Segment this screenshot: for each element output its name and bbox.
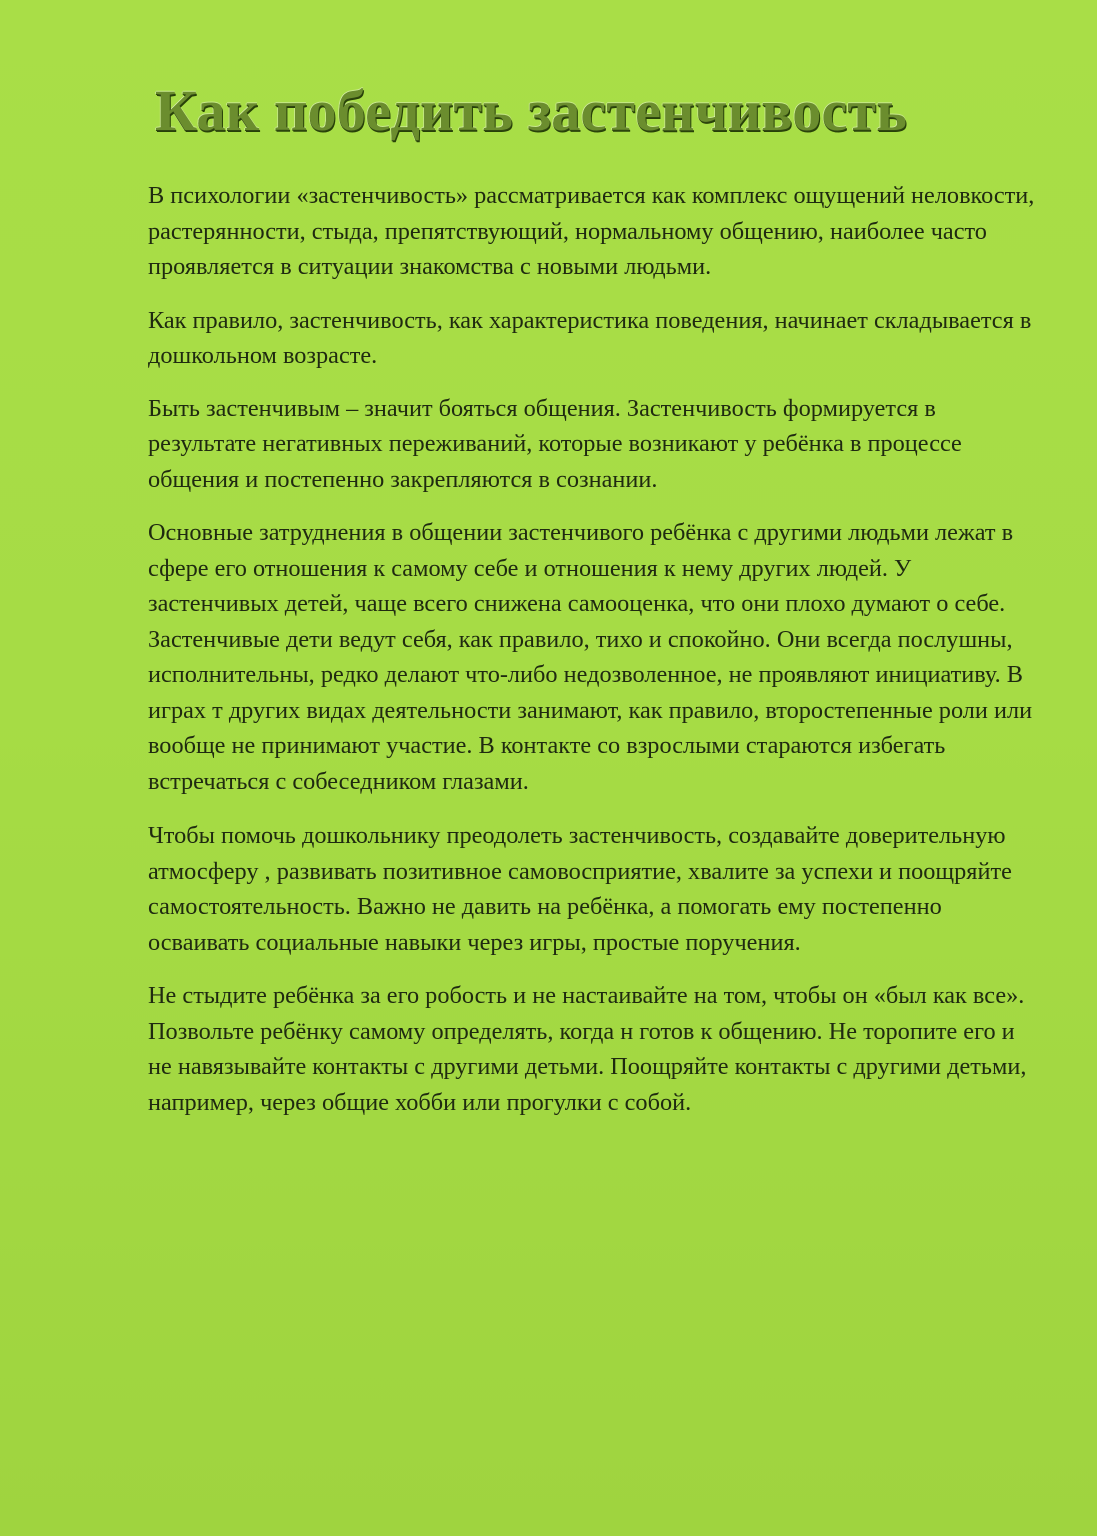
paragraph-3: Быть застенчивым – значит бояться общения. Застенчивость формируется в результате негативных переживаний, которые возникают у ребёнка в процессе общения и постепенно закрепляются в сознании. <box>148 394 962 493</box>
paragraph-1: В психологии «застенчивость» рассматривается как комплекс ощущений неловкости, растерянности, стыда, препятствующий, нормальному общению, наиболее часто проявляется в ситуации знакомства с новыми людьми. <box>148 182 1035 280</box>
page-title: Как победить застенчивость <box>155 78 908 143</box>
paragraph-2: Как правило, застенчивость, как характеристика поведения, начинает складывается в дошкольном возрасте. <box>148 306 1032 369</box>
paragraph-5: Чтобы помочь дошкольнику преодолеть застенчивость, создавайте доверительную атмосферу , развивать позитивное самовосприятие, хвалите за успехи и поощряйте самостоятельность. Важно не давить на ребёнка, а помогать ему постепенно осваивать социальные навыки через игры, простые поручения. <box>148 822 1012 956</box>
document-body <box>148 178 1040 1138</box>
paragraph-6: Не стыдите ребёнка за его робость и не настаивайте на том, чтобы он «был как все». Позвольте ребёнку самому определять, когда н готов к общению. Не торопите его и не навязывайте контакты с другими детьми. Поощряйте контакты с другими детьми, например, через общие хобби или прогулки с собой. <box>148 982 1027 1116</box>
paragraph-4: Основные затруднения в общении застенчивого ребёнка с другими людьми лежат в сфере его отношения к самому себе и отношения к нему других людей. У застенчивых детей, чаще всего снижена самооценка, что они плохо думают о себе. Застенчивые дети ведут себя, как правило, тихо и спокойно. Они всегда послушны, исполнительны, редко делают что-либо недозволенное, не проявляют инициативу. В играх т других видах деятельности занимают, как правило, второстепенные роли или вообще не принимают участие. В контакте со взрослыми стараются избегать встречаться с собеседником глазами. <box>148 519 1033 795</box>
